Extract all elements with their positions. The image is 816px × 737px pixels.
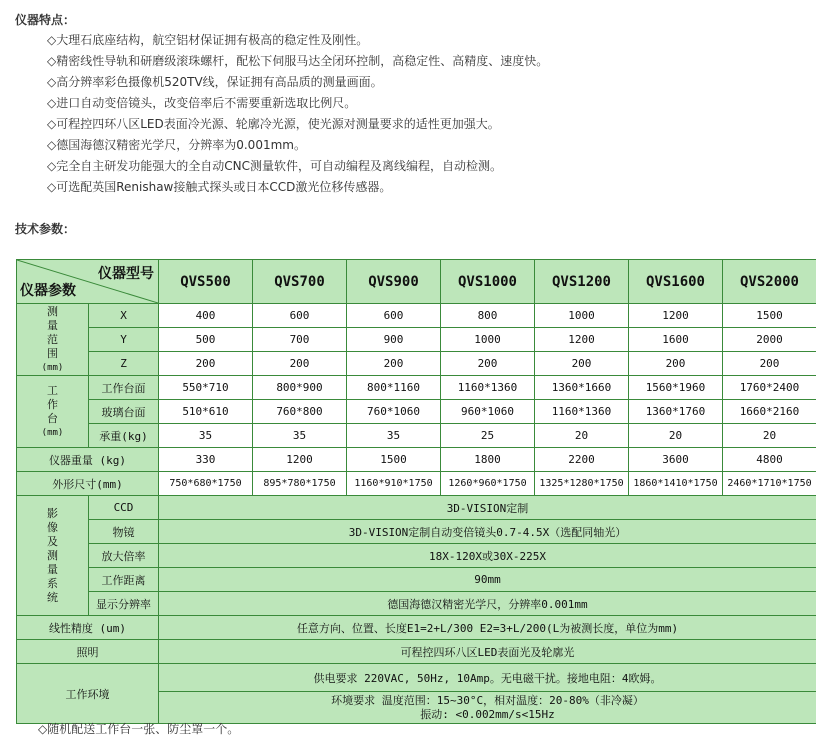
glass-surface-label: 玻璃台面 — [89, 400, 159, 424]
temperature-requirement: 环境要求 温度范围：15~30°C，相对温度：20-80%（非冷凝） — [159, 694, 816, 708]
y-value: 1000 — [441, 328, 535, 352]
x-value: 600 — [347, 304, 441, 328]
weight-value: 1500 — [347, 448, 441, 472]
lighting-label: 照明 — [17, 640, 159, 664]
load-value: 20 — [535, 424, 629, 448]
dimensions-value: 1160*910*1750 — [347, 472, 441, 496]
x-label: X — [89, 304, 159, 328]
param-header-label: 仪器参数 — [20, 280, 76, 300]
x-value: 600 — [253, 304, 347, 328]
z-value: 200 — [535, 352, 629, 376]
resolution-value: 德国海德汉精密光学尺，分辨率0.001mm — [159, 592, 816, 616]
load-value: 25 — [441, 424, 535, 448]
accuracy-value: 任意方向、位置、长度E1=2+L/300 E2=3+L/200(L为被测长度，单位为mm) — [159, 616, 816, 640]
x-value: 400 — [159, 304, 253, 328]
x-value: 1500 — [723, 304, 816, 328]
dimensions-label: 外形尺寸(mm) — [17, 472, 159, 496]
weight-value: 3600 — [629, 448, 723, 472]
x-value: 1000 — [535, 304, 629, 328]
feature-item: ◇大理石底座结构，航空铝材保证拥有极高的稳定性及刚性。 — [47, 30, 548, 51]
y-value: 1600 — [629, 328, 723, 352]
weight-value: 4800 — [723, 448, 816, 472]
y-label: Y — [89, 328, 159, 352]
dimensions-value: 895*780*1750 — [253, 472, 347, 496]
spec-table — [16, 259, 816, 724]
work-surface-label: 工作台面 — [89, 376, 159, 400]
specs-title: 技术参数： — [15, 220, 75, 237]
lighting-value: 可程控四环八区LED表面光及轮廓光 — [159, 640, 816, 664]
glass-surface-value: 1160*1360 — [535, 400, 629, 424]
z-value: 200 — [159, 352, 253, 376]
weight-label: 仪器重量 (kg) — [17, 448, 159, 472]
model-header: QVS900 — [347, 260, 441, 304]
weight-value: 1200 — [253, 448, 347, 472]
feature-item: ◇完全自主研发功能强大的全自动CNC测量软件，可自动编程及离线编程，自动检测。 — [47, 156, 548, 177]
lens-value: 3D-VISION定制自动变倍镜头0.7-4.5X（选配同轴光） — [159, 520, 816, 544]
features-title: 仪器特点： — [15, 11, 75, 28]
glass-surface-value: 960*1060 — [441, 400, 535, 424]
z-value: 200 — [347, 352, 441, 376]
model-header: QVS700 — [253, 260, 347, 304]
vibration-requirement: 振动: <0.002mm/s<15Hz — [159, 708, 816, 722]
feature-item: ◇精密线性导轨和研磨级滚珠螺杆，配松下伺服马达全闭环控制，高稳定性、高精度、速度快。 — [47, 51, 548, 72]
glass-surface-value: 510*610 — [159, 400, 253, 424]
ccd-value: 3D-VISION定制 — [159, 496, 816, 520]
footer-note: ◇随机配送工作台一张、防尘罩一个。 — [38, 720, 239, 737]
model-header: QVS1200 — [535, 260, 629, 304]
load-value: 20 — [629, 424, 723, 448]
glass-surface-value: 1360*1760 — [629, 400, 723, 424]
model-header: QVS1600 — [629, 260, 723, 304]
working-distance-value: 90mm — [159, 568, 816, 592]
work-surface-value: 800*900 — [253, 376, 347, 400]
y-value: 1200 — [535, 328, 629, 352]
load-value: 35 — [159, 424, 253, 448]
model-header-label: 仪器型号 — [98, 263, 154, 283]
weight-value: 330 — [159, 448, 253, 472]
power-requirement: 供电要求 220VAC, 50Hz, 10Amp。无电磁干扰。接地电阻：4欧姆。 — [159, 664, 816, 692]
z-value: 200 — [723, 352, 816, 376]
accuracy-label: 线性精度 (um) — [17, 616, 159, 640]
y-value: 2000 — [723, 328, 816, 352]
features-list — [47, 30, 548, 198]
z-value: 200 — [253, 352, 347, 376]
magnification-value: 18X-120X或30X-225X — [159, 544, 816, 568]
x-value: 1200 — [629, 304, 723, 328]
ccd-label: CCD — [89, 496, 159, 520]
y-value: 700 — [253, 328, 347, 352]
work-surface-value: 1760*2400 — [723, 376, 816, 400]
working-distance-label: 工作距离 — [89, 568, 159, 592]
dimensions-value: 2460*1710*1750 — [723, 472, 816, 496]
x-value: 800 — [441, 304, 535, 328]
environment-requirement — [159, 692, 816, 724]
feature-item: ◇高分辨率彩色摄像机520TV线，保证拥有高品质的测量画面。 — [47, 72, 548, 93]
environment-label: 工作环境 — [17, 664, 159, 724]
worktable-group-label: 工 作 台 (mm) — [17, 376, 89, 448]
model-header: QVS2000 — [723, 260, 816, 304]
feature-item: ◇德国海德汉精密光学尺，分辨率为0.001mm。 — [47, 135, 548, 156]
lens-label: 物镜 — [89, 520, 159, 544]
dimensions-value: 1860*1410*1750 — [629, 472, 723, 496]
dimensions-value: 1260*960*1750 — [441, 472, 535, 496]
load-label: 承重(kg) — [89, 424, 159, 448]
y-value: 900 — [347, 328, 441, 352]
weight-value: 2200 — [535, 448, 629, 472]
z-value: 200 — [441, 352, 535, 376]
dimensions-value: 750*680*1750 — [159, 472, 253, 496]
range-group-label: 测 量 范 围 (mm) — [17, 304, 89, 376]
resolution-label: 显示分辨率 — [89, 592, 159, 616]
feature-item: ◇可程控四环八区LED表面冷光源、轮廓冷光源，使光源对测量要求的适性更加强大。 — [47, 114, 548, 135]
feature-item: ◇进口自动变倍镜头，改变倍率后不需要重新选取比例尺。 — [47, 93, 548, 114]
imaging-group-label: 影 像 及 测 量 系 统 — [17, 496, 89, 616]
load-value: 35 — [253, 424, 347, 448]
work-surface-value: 1160*1360 — [441, 376, 535, 400]
load-value: 20 — [723, 424, 816, 448]
work-surface-value: 1360*1660 — [535, 376, 629, 400]
glass-surface-value: 760*800 — [253, 400, 347, 424]
work-surface-value: 800*1160 — [347, 376, 441, 400]
model-header: QVS1000 — [441, 260, 535, 304]
dimensions-value: 1325*1280*1750 — [535, 472, 629, 496]
load-value: 35 — [347, 424, 441, 448]
model-header: QVS500 — [159, 260, 253, 304]
work-surface-value: 550*710 — [159, 376, 253, 400]
z-label: Z — [89, 352, 159, 376]
glass-surface-value: 1660*2160 — [723, 400, 816, 424]
magnification-label: 放大倍率 — [89, 544, 159, 568]
z-value: 200 — [629, 352, 723, 376]
glass-surface-value: 760*1060 — [347, 400, 441, 424]
feature-item: ◇可选配英国Renishaw接触式探头或日本CCD激光位移传感器。 — [47, 177, 548, 198]
spec-corner-header — [17, 260, 159, 304]
work-surface-value: 1560*1960 — [629, 376, 723, 400]
y-value: 500 — [159, 328, 253, 352]
weight-value: 1800 — [441, 448, 535, 472]
